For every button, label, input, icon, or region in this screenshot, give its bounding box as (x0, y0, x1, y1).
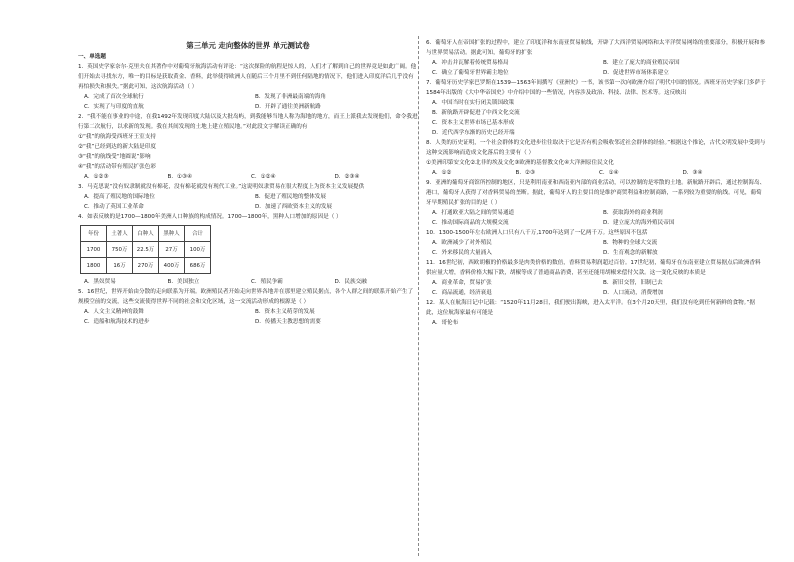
option[interactable]: C．外来移民的大量涌入 (432, 250, 492, 256)
table-cell: 686万 (185, 258, 211, 274)
table-header-row (81, 226, 211, 242)
option[interactable]: C．资本主义世界市场已基本形成 (432, 120, 515, 126)
option[interactable]: B．新航路开辟促进了中西文化交流 (432, 110, 520, 116)
statement: ②“我”已经到达的新大陆是印度 (78, 144, 156, 150)
option[interactable]: B．新旧交替，旧制已去 (603, 280, 663, 286)
option[interactable]: A．提高了殖民地的国际地位 (84, 194, 155, 200)
question-11: 11．16世纪初，西欧胡椒的价格最多是肉类价格的数倍，香料贸易利润超过百倍。17世纪初，葡萄牙在东南亚建立贸易据点后欧洲香料供应量大增，香料价格大幅下跌，胡椒等成了普通商品消费，甚至还能用胡椒来偿付欠款。这一变化反映的本质是 (426, 260, 761, 276)
option[interactable]: A．欧洲减少了对外殖民 (432, 240, 492, 246)
option[interactable]: A．①②③ (84, 174, 109, 180)
question-3: 3．马克思说“没有奴隶制就没有棉花，没有棉花就没有现代工业。”这说明奴隶贸易在很大程度上为资本主义发展提供 (78, 184, 365, 190)
option[interactable]: D．人口流动，消费增加 (603, 290, 664, 296)
section-heading: 一、单选题 (78, 54, 106, 60)
table-header: 合计 (185, 226, 211, 242)
option[interactable]: B．建立了庞大的商业殖民帝国 (603, 60, 680, 66)
option[interactable]: C．①②④ (251, 174, 276, 180)
statement: ④“我”的活动带有殖民扩张色彩 (78, 164, 156, 170)
question-4-options (78, 277, 418, 287)
table-header: 黑种人 (159, 226, 185, 242)
question-4: 4．如表反映的是1700—1800年美洲人口种族的构成情况。1700—1800年，黑种人口增加的原因是（ ） (78, 214, 342, 220)
option[interactable]: C．造船和航海技术的进步 (84, 319, 150, 325)
question-10: 10．1300-1500年左右欧洲人口只有八千万,1700年达到了一亿两千万。这些原因不包括 (426, 230, 648, 236)
question-2-options (78, 172, 418, 182)
question-9-options (426, 208, 766, 228)
option[interactable]: B．资本主义萌芽的发展 (255, 309, 315, 315)
option[interactable]: B．物种的全球大交流 (603, 240, 658, 246)
option[interactable]: D．民族交融 (334, 279, 367, 285)
column-divider (418, 36, 419, 556)
option[interactable]: C．确立了葡萄牙世界霸主地位 (432, 70, 509, 76)
option[interactable]: C．商品流通，经济衰退 (432, 290, 492, 296)
right-column (426, 38, 766, 328)
question-6-options (426, 58, 766, 78)
option[interactable]: B．发现了非洲最南端的海角 (255, 94, 326, 100)
left-column (78, 38, 418, 327)
table-header: 年份 (81, 226, 107, 242)
question-9: 9．亚洲的葡萄牙商馆所控制的地区，只是利用南亚和西南亚内部的商业活动，可以控制的是零散的土地。新航路开辟后，通过控制海岛、港口，葡萄牙人获得了对香料贸易的垄断。据此，葡萄牙人的主要目的是维护商贸利益和控制商路，一系列较为重要的航线。可见，葡萄牙早期殖民扩张的目的是（ ） (426, 180, 766, 206)
table-cell: 16万 (107, 258, 133, 274)
question-10-options (426, 238, 766, 258)
question-8: 8．人类的历史证明，一个社会群体的文化进步往往取决于它是否有机会吸收邻近社会群体的经验。”根据这个推论，古代文明发展中受到与这种交流影响而造成文化落后的主要有（ ） (426, 140, 766, 156)
table-cell: 750万 (107, 242, 133, 258)
table-cell: 100万 (185, 242, 211, 258)
question-1-options (78, 92, 418, 112)
page-title: 第三单元 走向整体的世界 单元测试卷 (186, 41, 310, 50)
statement: ①“我”的航海受西班牙王室支持 (78, 134, 156, 140)
option[interactable]: D．近代西学东渐的历史已经开端 (432, 130, 515, 136)
table-cell: 1700 (81, 242, 107, 258)
option[interactable]: D．促进世界市场体系建立 (603, 70, 669, 76)
table-header: 白种人 (133, 226, 159, 242)
question-2: 2．“我不能在事业的中途，在我1492年发现印度大陆以及大批岛屿，到我能够当地人称为海地的地方，而王上派我去发现他们，命令我进行第二次航行，以求新的发现。我在其间发现的土地上建立殖民地。”对此段文字解读正确的有 (78, 114, 418, 130)
option[interactable]: D．②③④ (334, 174, 360, 180)
option[interactable]: A．①② (432, 170, 452, 176)
option[interactable]: A．冲击并瓦解着传统贸易格局 (432, 60, 509, 66)
option[interactable]: B．促进了殖民地的整体发展 (255, 194, 326, 200)
table-cell: 400万 (159, 258, 185, 274)
option[interactable]: A．黑奴贸易 (84, 279, 116, 285)
question-5-options (78, 307, 418, 327)
option[interactable]: C．推动了英国工业革命 (84, 204, 144, 210)
table-cell: 270万 (133, 258, 159, 274)
table-header: 土著人 (107, 226, 133, 242)
question-5: 5．16世纪，世界开始由分散的走向联系为开端。欧洲殖民者开始走向世界各地并在那里建立殖民据点，各个人群之间的联系开始产生了规模空前的交流，这些交流使得世界不同的社会和文化区域，这一交流活动形成的根源是（ ） (78, 289, 414, 305)
option[interactable]: B．获取海外的商业利润 (603, 210, 663, 216)
option[interactable]: C．殖民争霸 (251, 279, 283, 285)
option[interactable]: A．中国当时在实行闭关锁国政策 (432, 100, 515, 106)
question-7: 7．葡萄牙历史学家巴罗斯在1539—1563年间撰写《亚洲史》一书，该书第一次向欧洲介绍了明代中国的情况。西班牙历史学家门多萨于1584年出版的《大中华帝国史》中介绍中国的一些情况，内容涉及政治、科技、法律、医术等。这反映出 (426, 80, 766, 96)
option[interactable]: B．②③ (515, 170, 535, 176)
question-8-options (426, 168, 766, 178)
option[interactable]: D．生育观念的新解放 (603, 250, 658, 256)
option[interactable]: A．打通欧亚大陆之间的贸易通道 (432, 210, 515, 216)
population-table (80, 225, 211, 274)
option[interactable]: A．人文主义精神的鼓舞 (84, 309, 144, 315)
option[interactable]: D．开辟了通往美洲新航路 (255, 104, 321, 110)
question-6: 6．葡萄牙人在帝国扩张的过程中，建立了印度洋和东南亚贸易航线，开辟了大西洋贸易网络和太平洋贸易网络的重要部分，积极开展和参与世界贸易活动。据此可知，葡萄牙的扩张 (426, 40, 766, 56)
option[interactable]: B．美国独立 (167, 279, 200, 285)
statement: ①美洲印第安文化②北非的埃及文化③欧洲的基督教文化④大洋洲原住民文化 (426, 160, 614, 166)
table-cell: 1800 (81, 258, 107, 274)
option[interactable]: A．商业革命，贸易扩张 (432, 280, 492, 286)
question-1: 1．英国史学家奈尔·克里夫在其著作中对葡萄牙航海活动有评论：“这次探险的航程是惊人的，人们才了解到自己的世界竟是如此广阔。他们开始去寻找东方，唯一的目标是获取黄金、香料，此举使得欧洲人在随后三个月里不到任何陆地的情况下，他们进入印度洋后几乎没有再怕损失和损失。”据此可知，这次航海活动（ ） (78, 64, 417, 90)
question-11-options (426, 278, 766, 298)
table-cell: 27万 (159, 242, 185, 258)
option[interactable]: A．完成了首次全球航行 (84, 94, 144, 100)
table-cell: 22.5万 (133, 242, 159, 258)
option[interactable]: A．哥伦布 (432, 320, 459, 326)
question-12: 12．某人在航海日记中记载：“1520年11月28日，我们驶出海峡，进入太平洋。在3个月20天里，我们没有吃到任何新鲜的食物。”据此，这位航海家最有可能是 (426, 300, 755, 316)
option[interactable]: D．建立庞大的海外殖民帝国 (603, 220, 675, 226)
table-row (81, 258, 211, 274)
option[interactable]: B．①③④ (167, 174, 192, 180)
option[interactable]: C．实现了与印度的直航 (84, 104, 144, 110)
option[interactable]: D．加速了西欧资本主义的发展 (255, 204, 333, 210)
option[interactable]: D．传播天主教思想的需要 (255, 319, 321, 325)
option[interactable]: C．①④ (599, 170, 619, 176)
question-3-options (78, 192, 418, 212)
statement: ③“我”的航线受“地圆说”影响 (78, 154, 151, 160)
table-row (81, 242, 211, 258)
option[interactable]: C．推动国际商品的大规模交流 (432, 220, 509, 226)
option[interactable]: D．③④ (682, 170, 703, 176)
